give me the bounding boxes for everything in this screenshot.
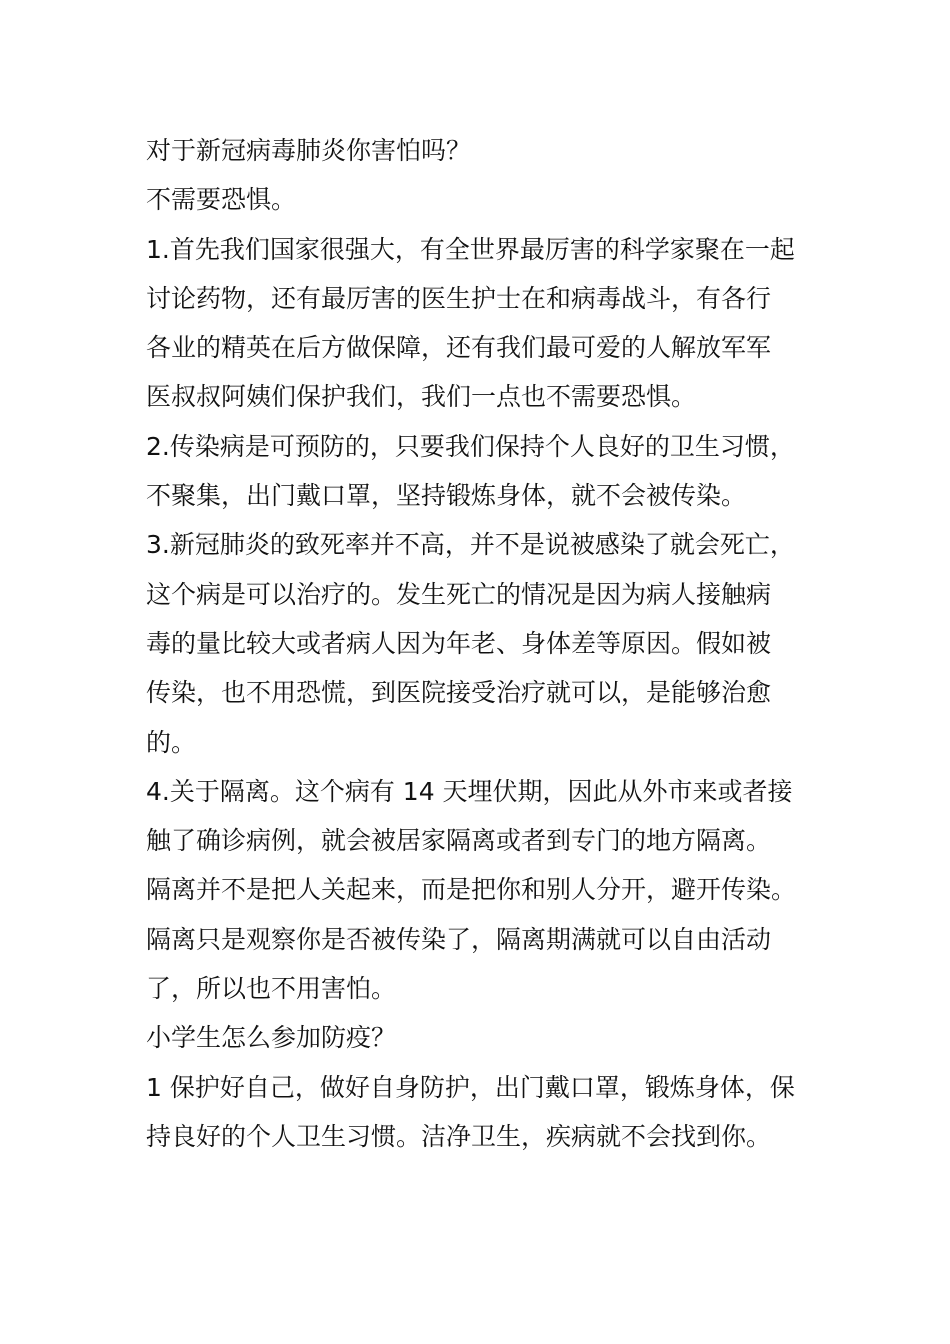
paragraph-line: 这个病是可以治疗的。发生死亡的情况是因为病人接触病	[146, 579, 772, 609]
section-question: 小学生怎么参加防疫？	[146, 1023, 397, 1053]
answer-summary: 不需要恐惧。	[146, 185, 297, 215]
paragraph-line: 1.首先我们国家很强大，有全世界最厉害的科学家聚在一起	[146, 234, 795, 264]
paragraph-line: 了，所以也不用害怕。	[146, 974, 397, 1004]
paragraph-line: 1 保护好自己，做好自身防护，出门戴口罩，锻炼身体，保	[146, 1072, 795, 1102]
paragraph-line: 2.传染病是可预防的，只要我们保持个人良好的卫生习惯，	[146, 431, 795, 461]
question-heading: 对于新冠病毒肺炎你害怕吗？	[146, 136, 472, 165]
paragraph-line: 讨论药物，还有最厉害的医生护士在和病毒战斗，有各行	[146, 283, 772, 313]
paragraph-line: 不聚集，出门戴口罩，坚持锻炼身体，就不会被传染。	[146, 481, 747, 511]
paragraph-line: 毒的量比较大或者病人因为年老、身体差等原因。假如被	[146, 628, 772, 658]
paragraph-line: 隔离只是观察你是否被传染了，隔离期满就可以自由活动	[146, 924, 772, 954]
paragraph-line: 的。	[146, 727, 197, 757]
paragraph-line: 传染，也不用恐慌，到医院接受治疗就可以，是能够治愈	[146, 678, 772, 708]
paragraph-line: 医叔叔阿姨们保护我们，我们一点也不需要恐惧。	[146, 382, 697, 412]
paragraph-line: 触了确诊病例，就会被居家隔离或者到专门的地方隔离。	[146, 826, 772, 856]
paragraph-line: 3.新冠肺炎的致死率并不高，并不是说被感染了就会死亡，	[146, 530, 795, 560]
paragraph-line: 持良好的个人卫生习惯。洁净卫生，疾病就不会找到你。	[146, 1121, 772, 1151]
document-body	[146, 126, 812, 1161]
paragraph-line: 隔离并不是把人关起来，而是把你和别人分开，避开传染。	[146, 875, 797, 905]
paragraph-line: 4.关于隔离。这个病有 14 天埋伏期，因此从外市来或者接	[146, 776, 793, 806]
paragraph-line: 各业的精英在后方做保障，还有我们最可爱的人解放军军	[146, 333, 772, 363]
